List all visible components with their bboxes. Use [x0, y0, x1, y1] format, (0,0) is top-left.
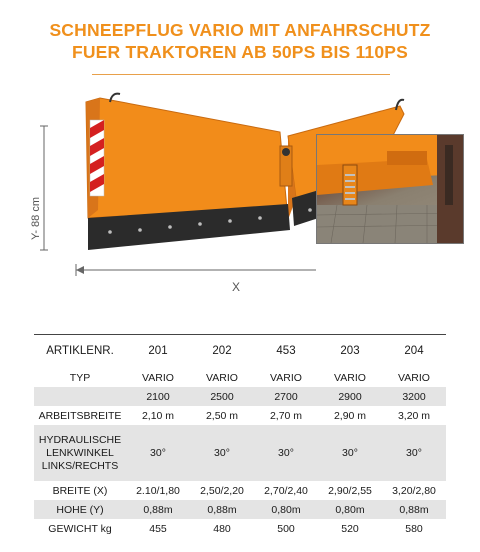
table-cell: 455 [149, 522, 167, 535]
table-cell: 30° [382, 425, 446, 481]
header-cell: 453 [276, 345, 296, 357]
row-label: ARBEITSBREITE [38, 409, 122, 422]
table-cell: 30° [254, 425, 318, 481]
table-cell: 0,88m [126, 500, 190, 519]
header-label: ARTIKLENR. [46, 345, 114, 357]
table-row [34, 368, 446, 387]
row-label: BREITE (X) [52, 484, 108, 497]
table-cell: 2,10 m [141, 409, 175, 422]
table-cell: 2,70 m [269, 409, 303, 422]
table-cell: 2100 [126, 387, 190, 406]
mechanism-detail-image [317, 135, 463, 243]
table-cell: 0,80m [318, 500, 382, 519]
table-cell: 2,90 m [333, 409, 367, 422]
table-row [34, 481, 446, 500]
table-cell: VARIO [398, 371, 430, 384]
header-cell: 204 [404, 345, 424, 357]
detail-photo [316, 134, 464, 244]
table-cell: VARIO [270, 371, 302, 384]
table-cell: VARIO [334, 371, 366, 384]
height-dimension-label: Y- 88 cm [30, 196, 42, 240]
table-header-row [34, 334, 446, 368]
table-cell: 30° [190, 425, 254, 481]
table-cell: 30° [126, 425, 190, 481]
table-row [34, 425, 446, 481]
header-cell: 201 [148, 345, 168, 357]
table-cell: 2700 [254, 387, 318, 406]
table-cell: 500 [277, 522, 295, 535]
title-line-1: SCHNEEPFLUG VARIO MIT ANFAHRSCHUTZ [49, 20, 431, 40]
table-cell: 3,20/2,80 [392, 484, 436, 497]
table-cell: 0,88m [190, 500, 254, 519]
row-label [34, 387, 126, 406]
table-cell: 580 [405, 522, 423, 535]
table-cell: 520 [341, 522, 359, 535]
left-moldboard [86, 98, 288, 220]
table-cell: 2.10/1,80 [136, 484, 180, 497]
table-cell: 2900 [318, 387, 382, 406]
header-cell: 203 [340, 345, 360, 357]
table-cell: 30° [318, 425, 382, 481]
table-cell: 2,90/2,55 [328, 484, 372, 497]
table-cell: VARIO [206, 371, 238, 384]
table-cell: 2500 [190, 387, 254, 406]
table-cell: 2,50/2,20 [200, 484, 244, 497]
table-cell: 2,70/2,40 [264, 484, 308, 497]
table-cell: 3,20 m [397, 409, 431, 422]
width-dimension-label: X [232, 280, 241, 294]
row-label: GEWICHT kg [48, 522, 112, 535]
table-cell: 0,80m [254, 500, 318, 519]
title-divider [92, 74, 390, 75]
title-line-2: FUER TRAKTOREN AB 50PS BIS 110PS [71, 42, 409, 62]
table-row [34, 406, 446, 425]
header-cell: 202 [212, 345, 232, 357]
table-row [34, 519, 446, 538]
row-label: HOHE (Y) [34, 500, 126, 519]
spec-table [34, 334, 446, 538]
table-cell: 2,50 m [205, 409, 239, 422]
row-label: HYDRAULISCHE LENKWINKEL LINKS/RECHTS [34, 425, 126, 481]
table-cell: 3200 [382, 387, 446, 406]
table-row [34, 500, 446, 519]
table-cell: 480 [213, 522, 231, 535]
row-label: TYP [69, 371, 91, 384]
warning-stripes [90, 120, 104, 196]
table-row [34, 387, 446, 406]
table-cell: VARIO [142, 371, 174, 384]
table-cell: 0,88m [382, 500, 446, 519]
